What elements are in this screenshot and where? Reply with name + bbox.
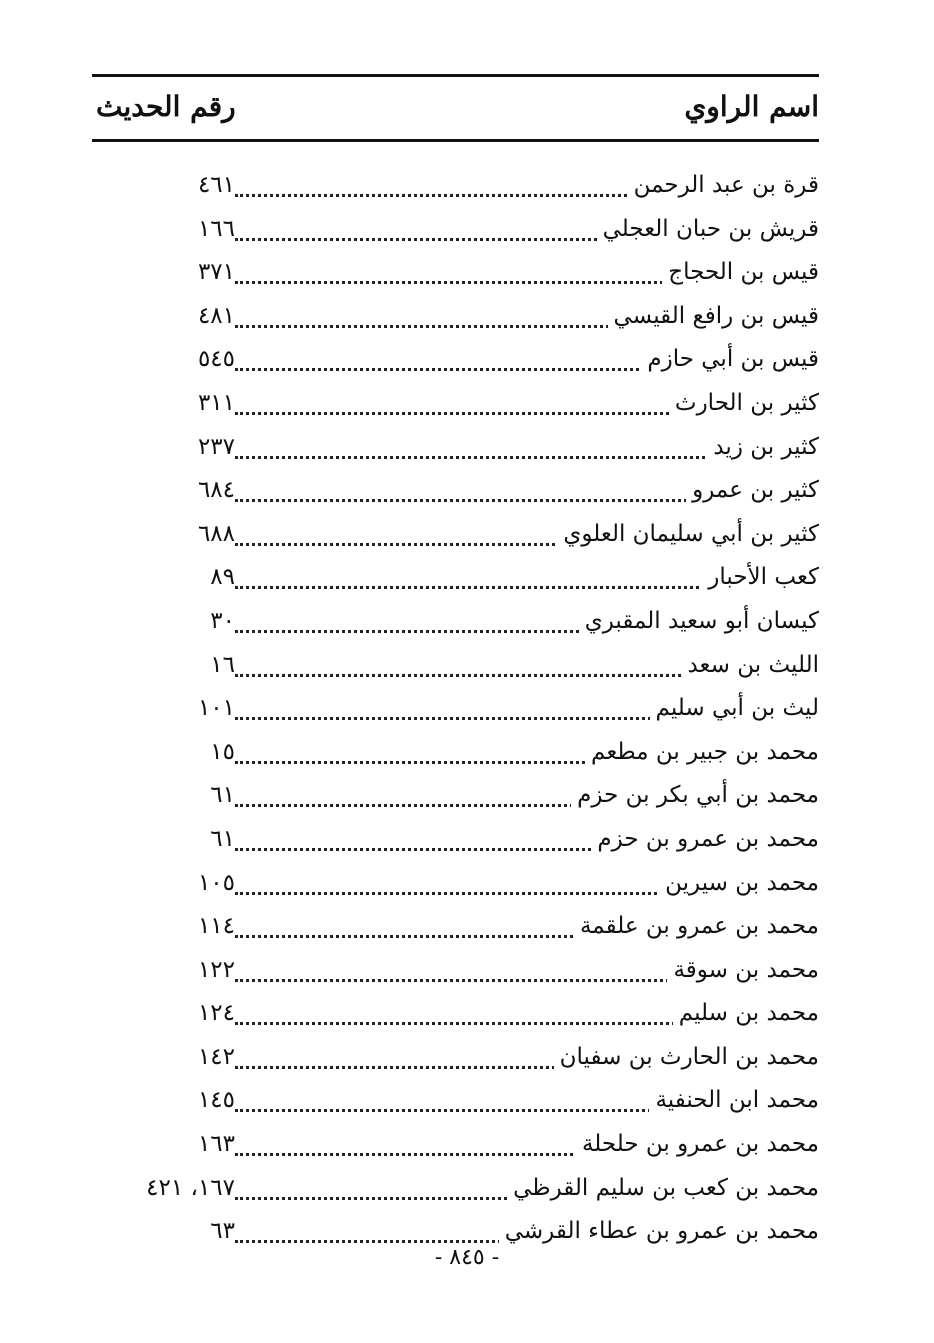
index-entry bbox=[120, 907, 819, 951]
index-entry bbox=[120, 515, 819, 559]
hadith-number: ٤٨١ bbox=[120, 303, 235, 329]
narrator-name: كثير بن عمرو bbox=[686, 477, 819, 503]
index-entry bbox=[120, 1081, 819, 1125]
header-bottom-rule bbox=[92, 139, 819, 142]
narrator-name: محمد بن أبي بكر بن حزم bbox=[571, 782, 819, 808]
index-entry bbox=[120, 340, 819, 384]
narrator-index-list bbox=[120, 166, 819, 1256]
narrator-name: محمد بن سيرين bbox=[659, 870, 819, 896]
index-entry bbox=[120, 951, 819, 995]
page-number bbox=[0, 1245, 934, 1270]
narrator-name: محمد بن سوقة bbox=[667, 957, 819, 983]
hadith-number: ١٦٣ bbox=[120, 1131, 235, 1157]
hadith-number: ١١٤ bbox=[120, 913, 235, 939]
hadith-number: ١٤٢ bbox=[120, 1044, 235, 1070]
narrator-name: كيسان أبو سعيد المقبري bbox=[579, 608, 819, 634]
hadith-number: ١٠١ bbox=[120, 695, 235, 721]
hadith-number: ٣٠ bbox=[120, 608, 235, 634]
hadith-number: ٦١ bbox=[120, 826, 235, 852]
narrator-name: ليث بن أبي سليم bbox=[650, 695, 819, 721]
hadith-number: ٨٩ bbox=[120, 564, 235, 590]
hadith-number: ١٢٢ bbox=[120, 957, 235, 983]
index-entry bbox=[120, 384, 819, 428]
narrator-name: قيس بن رافع القيسي bbox=[608, 303, 820, 329]
narrator-name-column-header: اسم الراوي bbox=[684, 90, 819, 123]
index-entry bbox=[120, 820, 819, 864]
narrator-name: محمد بن عمرو بن عطاء القرشي bbox=[499, 1218, 819, 1244]
hadith-number: ٥٤٥ bbox=[120, 346, 235, 372]
hadith-number: ١٤٥ bbox=[120, 1087, 235, 1113]
narrator-name: محمد بن الحارث بن سفيان bbox=[554, 1044, 819, 1070]
index-entry bbox=[120, 864, 819, 908]
hadith-number: ٤٦١ bbox=[120, 172, 235, 198]
narrator-name: كثير بن الحارث bbox=[669, 390, 819, 416]
narrator-name: محمد بن عمرو بن حزم bbox=[591, 826, 819, 852]
index-entry bbox=[120, 471, 819, 515]
narrator-name: قيس بن الحجاج bbox=[662, 259, 819, 285]
index-entry bbox=[120, 428, 819, 472]
hadith-number: ١٦٧، ٤٢١ bbox=[120, 1175, 235, 1201]
index-entry bbox=[120, 166, 819, 210]
hadith-number: ٦٣ bbox=[120, 1218, 235, 1244]
narrator-name: محمد بن كعب بن سليم القرظي bbox=[507, 1175, 819, 1201]
hadith-number: ٢٣٧ bbox=[120, 434, 235, 460]
index-entry bbox=[120, 558, 819, 602]
hadith-number: ١٥ bbox=[120, 739, 235, 765]
index-entry bbox=[120, 602, 819, 646]
index-entry bbox=[120, 1169, 819, 1213]
narrator-name: كعب الأحبار bbox=[702, 564, 819, 590]
index-entry bbox=[120, 1125, 819, 1169]
narrator-name: محمد ابن الحنفية bbox=[649, 1087, 819, 1113]
index-entry bbox=[120, 253, 819, 297]
index-entry bbox=[120, 297, 819, 341]
hadith-number: ١٢٤ bbox=[120, 1000, 235, 1026]
hadith-number: ٦٨٨ bbox=[120, 521, 235, 547]
narrator-name: الليث بن سعد bbox=[681, 652, 819, 678]
narrator-name: محمد بن جبير بن مطعم bbox=[585, 739, 819, 765]
narrator-name: قريش بن حبان العجلي bbox=[597, 216, 819, 242]
page-number-text: - ٨٤٥ - bbox=[434, 1245, 500, 1270]
hadith-number: ١٦ bbox=[120, 652, 235, 678]
header-top-rule bbox=[92, 74, 819, 77]
hadith-number: ١٦٦ bbox=[120, 216, 235, 242]
hadith-number: ٣٧١ bbox=[120, 259, 235, 285]
index-entry bbox=[120, 1038, 819, 1082]
narrator-name: محمد بن سليم bbox=[673, 1000, 819, 1026]
index-entry bbox=[120, 689, 819, 733]
index-entry bbox=[120, 776, 819, 820]
index-entry bbox=[120, 646, 819, 690]
hadith-number-column-header: رقم الحديث bbox=[96, 90, 236, 123]
index-entry bbox=[120, 210, 819, 254]
index-entry bbox=[120, 994, 819, 1038]
hadith-number: ٦٨٤ bbox=[120, 477, 235, 503]
hadith-number: ٦١ bbox=[120, 782, 235, 808]
narrator-name: محمد بن عمرو بن علقمة bbox=[574, 913, 819, 939]
narrator-name: كثير بن أبي سليمان العلوي bbox=[557, 521, 819, 547]
narrator-name: قرة بن عبد الرحمن bbox=[628, 172, 819, 198]
hadith-number: ١٠٥ bbox=[120, 870, 235, 896]
index-entry bbox=[120, 733, 819, 777]
narrator-name: محمد بن عمرو بن حلحلة bbox=[576, 1131, 819, 1157]
narrator-name: كثير بن زيد bbox=[707, 434, 819, 460]
narrator-name: قيس بن أبي حازم bbox=[641, 346, 819, 372]
hadith-number: ٣١١ bbox=[120, 390, 235, 416]
table-header bbox=[92, 86, 819, 134]
